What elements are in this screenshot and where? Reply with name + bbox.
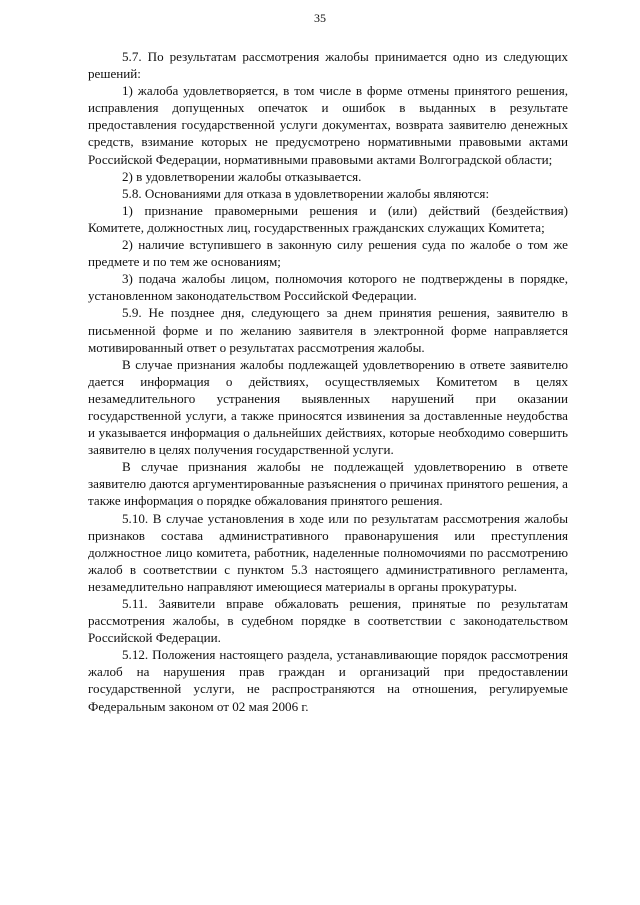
paragraph-5-9-satisfied: В случае признания жалобы подлежащей удовлетворению в ответе заявителю дается информация о действиях, осуществляемых Комитетом в целях незамедлительного устранения выявленных нарушений при оказании государственной услуги, а также приносятся извинения за доставленные неудобства и указывается информация о дальнейших действиях, которые необходимо совершить заявителю в целях получения государственной услуги. <box>88 356 568 458</box>
document-body <box>88 48 568 715</box>
paragraph-5-7-item-2: 2) в удовлетворении жалобы отказывается. <box>122 168 362 184</box>
paragraph-5-8-item-1: 1) признание правомерными решения и (или) действий (бездействия) Комитете, должностных лиц, государственных гражданских служащих Комитета; <box>88 202 568 235</box>
paragraph-5-10: 5.10. В случае установления в ходе или по результатам рассмотрения жалобы признаков состава административного правонарушения или преступления должностное лицо комитета, работник, наделенные полномочиями по рассмотрению жалоб в соответствии с пунктом 5.3 настоящего административного регламента, незамедлительно направляют имеющиеся материалы в органы прокуратуры. <box>88 510 568 594</box>
paragraph-5-9-rejected: В случае признания жалобы не подлежащей удовлетворению в ответе заявителю даются аргументированные разъяснения о причинах принятого решения, а также информация о порядке обжалования принятого решения. <box>88 459 568 509</box>
paragraph-5-7-item-1: 1) жалоба удовлетворяется, в том числе в форме отмены принятого решения, исправления допущенных опечаток и ошибок в выданных в результате предоставления государственной услуги документах, возврата заявителю денежных средств, взимание которых не предусмотрено нормативными правовыми актами Российской Федерации, нормативными правовыми актами Волгоградской области; <box>88 83 568 167</box>
paragraph-5-11: 5.11. Заявители вправе обжаловать решения, принятые по результатам рассмотрения жалобы, в судебном порядке в соответствии с законодательством Российской Федерации. <box>88 596 568 646</box>
page-number: 35 <box>314 11 326 25</box>
paragraph-5-12: 5.12. Положения настоящего раздела, устанавливающие порядок рассмотрения жалоб на нарушения прав граждан и организаций при предоставлении государственной услуги, не распространяются на отношения, регулируемые Федеральным законом от 02 мая 2006 г. <box>88 647 568 714</box>
paragraph-5-8-item-3: 3) подача жалобы лицом, полномочия которого не подтверждены в порядке, установленном законодательством Российской Федерации. <box>88 271 568 304</box>
paragraph-5-7-intro: 5.7. По результатам рассмотрения жалобы принимается одно из следующих решений: <box>88 49 568 82</box>
paragraph-5-8-item-2: 2) наличие вступившего в законную силу решения суда по жалобе о том же предмете и по тем же основаниям; <box>88 237 568 270</box>
paragraph-5-9: 5.9. Не позднее дня, следующего за днем принятия решения, заявителю в письменной форме и по желанию заявителя в электронной форме направляется мотивированный ответ о результатах рассмотрения жалобы. <box>88 305 568 355</box>
paragraph-5-8-intro: 5.8. Основаниями для отказа в удовлетворении жалобы являются: <box>122 185 490 201</box>
